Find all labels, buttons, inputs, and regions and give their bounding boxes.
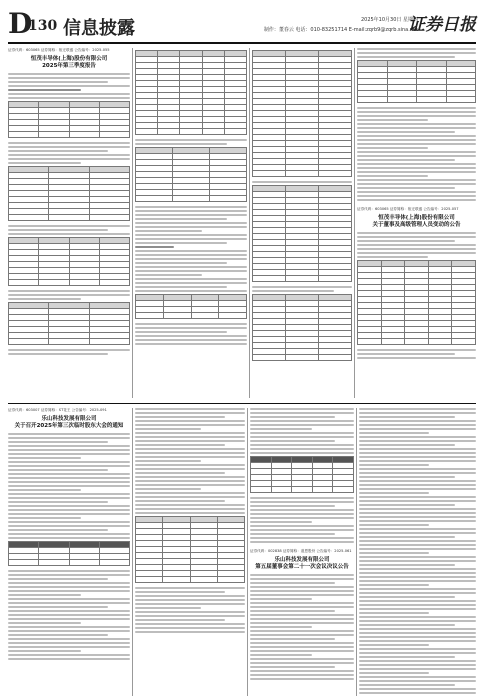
date-line: 2025年10月30日 星期四 (360, 17, 418, 23)
col3-table-3 (252, 294, 352, 361)
notice-c (8, 408, 130, 696)
notice-c-code: 证券代码：603007 证券简称：ST花王 公告编号：2025-091 (8, 408, 107, 412)
notice-d-code: 证券代码：002838 证券简称：道恩股份 公告编号：2025-061 (250, 549, 352, 553)
bottom-column-2 (135, 408, 245, 696)
col4-table-1 (357, 60, 476, 103)
header-rule (8, 42, 476, 44)
col-b2-table (135, 516, 245, 583)
col2-table-3 (135, 294, 247, 319)
top-column-3 (252, 48, 352, 398)
bottom-column-3 (250, 408, 354, 696)
col2-table-1 (135, 50, 247, 135)
editor-line: 制作：董春云 电话：010-83251714 E-mail:zqrb9@zqrb.sina.net (263, 27, 418, 33)
notice-b-code: 证券代码：603065 证券简称：宿迁联盛 公告编号：2025-057 (357, 207, 459, 211)
page-header (8, 6, 476, 40)
col-b3-table (250, 456, 354, 493)
notice-b-table (357, 260, 476, 345)
brand-logo: 证券日报 (408, 15, 476, 35)
notice-a-table-3 (8, 237, 130, 286)
col2-table-2 (135, 147, 247, 202)
notice-a-table-2 (8, 166, 130, 221)
top-column-4 (357, 48, 476, 398)
notice-a-title: 恒茂丰导体(上海)股份有限公司 2025年第三季度报告 (30, 56, 108, 69)
top-column-2 (135, 48, 247, 398)
col3-table-2 (252, 185, 352, 282)
notice-b-title: 恒茂丰导体(上海)股份有限公司 关于董事及高级管理人员变动的公告 (372, 215, 461, 228)
bottom-column-4 (359, 408, 476, 696)
notice-c-title: 乐山科技发展有限公司 关于召开2025年第三次临时股东大会的通知 (14, 416, 124, 429)
notice-a (8, 48, 130, 398)
notice-d-title: 乐山科技发展有限公司 第五届董事会第二十一次会议决议公告 (255, 557, 349, 570)
page-number: 130 (28, 18, 58, 34)
col3-table-1 (252, 50, 352, 177)
page-letter: D (8, 7, 32, 40)
notice-a-table-4 (8, 302, 130, 345)
notice-a-table-1 (8, 101, 130, 138)
section-divider (8, 403, 476, 404)
section-title: 信息披露 (63, 18, 135, 39)
notice-a-code: 证券代码：603065 证券简称：宿迁联盛 公告编号：2025-055 (8, 48, 110, 52)
notice-c-table (8, 541, 130, 566)
